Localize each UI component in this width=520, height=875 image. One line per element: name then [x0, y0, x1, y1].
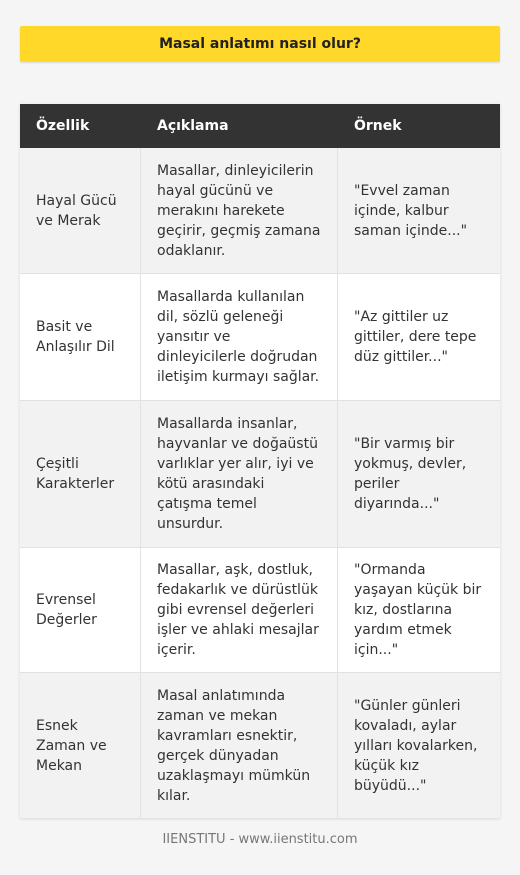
feature-table — [20, 104, 500, 818]
table-row — [20, 274, 500, 401]
footer-credit: IIENSTITU - www.iienstitu.com — [162, 832, 358, 847]
feature-cell: Basit ve Anlaşılır Dil — [20, 274, 141, 400]
column-header-feature: Özellik — [36, 118, 90, 134]
example-cell: "Günler günleri kovaladı, aylar yılları kovalarken, küçük kız büyüdü..." — [354, 697, 478, 794]
table-row — [20, 148, 500, 274]
feature-cell: Hayal Gücü ve Merak — [20, 148, 141, 273]
feature-cell: Evrensel Değerler — [20, 548, 141, 672]
description-cell: Masallar, dinleyicilerin hayal gücünü ve merakını harekete geçirir, geçmiş zamana odaklanır. — [141, 148, 338, 273]
table-row — [20, 401, 500, 548]
column-header-description: Açıklama — [157, 118, 229, 134]
description-cell: Masallarda insanlar, hayvanlar ve doğaüstü varlıklar yer alır, iyi ve kötü arasındaki çatışma temel unsurdur. — [141, 401, 338, 547]
table-row — [20, 673, 500, 818]
description-cell: Masallar, aşk, dostluk, fedakarlık ve dürüstlük gibi evrensel değerleri işler ve ahlaki mesajlar içerir. — [141, 548, 338, 672]
feature-cell: Çeşitli Karakterler — [20, 401, 141, 547]
page-title: Masal anlatımı nasıl olur? — [20, 26, 500, 62]
column-header-example: Örnek — [354, 118, 402, 134]
example-cell: "Evvel zaman içinde, kalbur saman içinde..." — [354, 182, 468, 239]
description-cell: Masal anlatımında zaman ve mekan kavramları esnektir, gerçek dünyadan uzaklaşmayı mümkün kılar. — [141, 673, 338, 818]
example-cell: "Bir varmış bir yokmuş, devler, periler diyarında..." — [354, 436, 467, 512]
example-cell: "Az gittiler uz gittiler, dere tepe düz gittiler..." — [354, 309, 477, 365]
feature-cell: Esnek Zaman ve Mekan — [20, 673, 141, 818]
table-header — [20, 104, 500, 148]
example-cell: "Ormanda yaşayan küçük bir kız, dostlarına yardım etmek için..." — [354, 562, 482, 658]
description-cell: Masallarda kullanılan dil, sözlü geleneği yansıtır ve dinleyicilerle doğrudan iletişim kurmayı sağlar. — [141, 274, 338, 400]
table-row — [20, 548, 500, 673]
